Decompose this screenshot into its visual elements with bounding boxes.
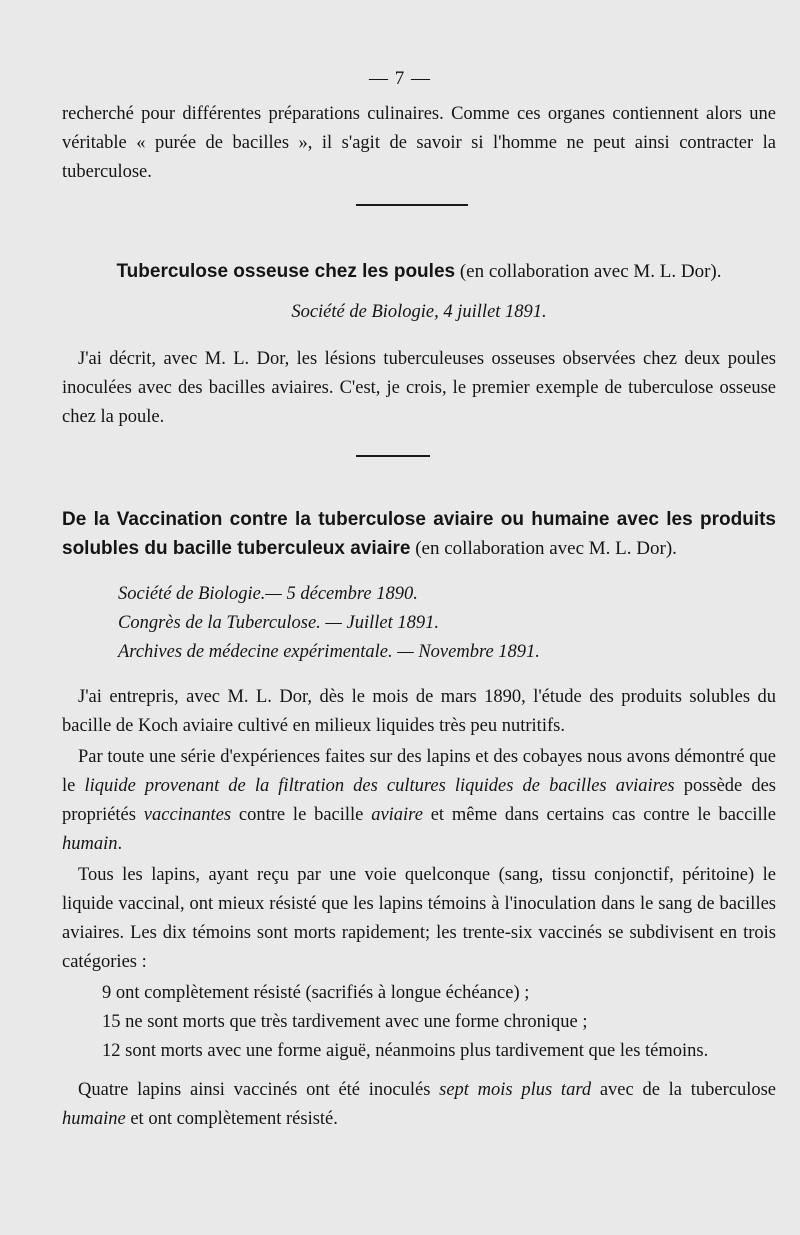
list-item: 15 ne sont morts que très tardivement avec une forme chronique ; (102, 1012, 588, 1032)
section-2-title-bold: De la Vaccination contre la tuberculose aviaire ou humaine avec les produits solubles du bacille tuberculeux aviaire (62, 509, 776, 559)
section-1-title-rest: (en collaboration avec M. L. Dor). (455, 261, 722, 282)
list-item: 12 sont morts avec une forme aiguë, néanmoins plus tardivement que les témoins. (102, 1041, 709, 1061)
section-2-sources (62, 580, 776, 667)
section-2-title-rest: (en collaboration avec M. L. Dor). (410, 538, 677, 559)
section-1 (62, 257, 776, 432)
source-line: Société de Biologie.— 5 décembre 1890. (118, 584, 418, 604)
section-2-para-2: Par toute une série d'expériences faites sur des lapins et des cobayes nous avons démontré que le liquide provenant de la filtration des cultures liquides de bacilles aviaires possède des propriétés vaccinantes contre le bacille aviaire et même dans certains cas contre le baccille humain. (62, 747, 777, 854)
section-2-para-3: Tous les lapins, ayant reçu par une voie quelconque (sang, tissu conjonctif, péritoine) le liquide vaccinal, ont mieux résisté que les lapins témoins à l'inoculation dans le sang de bacilles aviaires. Les dix témoins sont morts rapidement; les trente-six vaccinés se subdivisent en trois catégories : (62, 865, 776, 972)
source-line: Archives de médecine expérimentale. — Novembre 1891. (118, 642, 540, 662)
section-2-para-1: J'ai entrepris, avec M. L. Dor, dès le mois de mars 1890, l'étude des produits solubles du bacille de Koch aviaire cultivé en milieux liquides très peu nutritifs. (62, 687, 776, 736)
section-2-para-4: Quatre lapins ainsi vaccinés ont été inoculés sept mois plus tard avec de la tuberculose humaine et ont complètement résisté. (62, 1080, 776, 1129)
list-item: 9 ont complètement résisté (sacrifiés à longue échéance) ; (102, 983, 530, 1003)
section-divider-2 (356, 455, 430, 457)
section-2 (62, 505, 776, 1134)
section-2-title (62, 505, 776, 563)
source-line: Congrès de la Tuberculose. — Juillet 1891. (118, 613, 439, 633)
intro-block (62, 100, 776, 187)
section-divider-1 (356, 204, 468, 206)
page-number: — 7 — (369, 68, 431, 89)
section-1-title-bold: Tuberculose osseuse chez les poules (116, 261, 456, 282)
intro-paragraph: recherché pour différentes préparations culinaires. Comme ces organes contiennent alors une véritable « purée de bacilles », il s'agit de savoir si l'homme ne peut ainsi contracter la tuberculose. (62, 104, 776, 182)
section-1-paragraph: J'ai décrit, avec M. L. Dor, les lésions tuberculeuses osseuses observées chez deux poules inoculées avec des bacilles aviaires. C'est, je crois, le premier exemple de tuberculose osseuse chez la poule. (62, 349, 776, 427)
categories-list (62, 979, 776, 1066)
section-1-source: Société de Biologie, 4 juillet 1891. (291, 302, 547, 322)
section-1-title (62, 257, 776, 286)
